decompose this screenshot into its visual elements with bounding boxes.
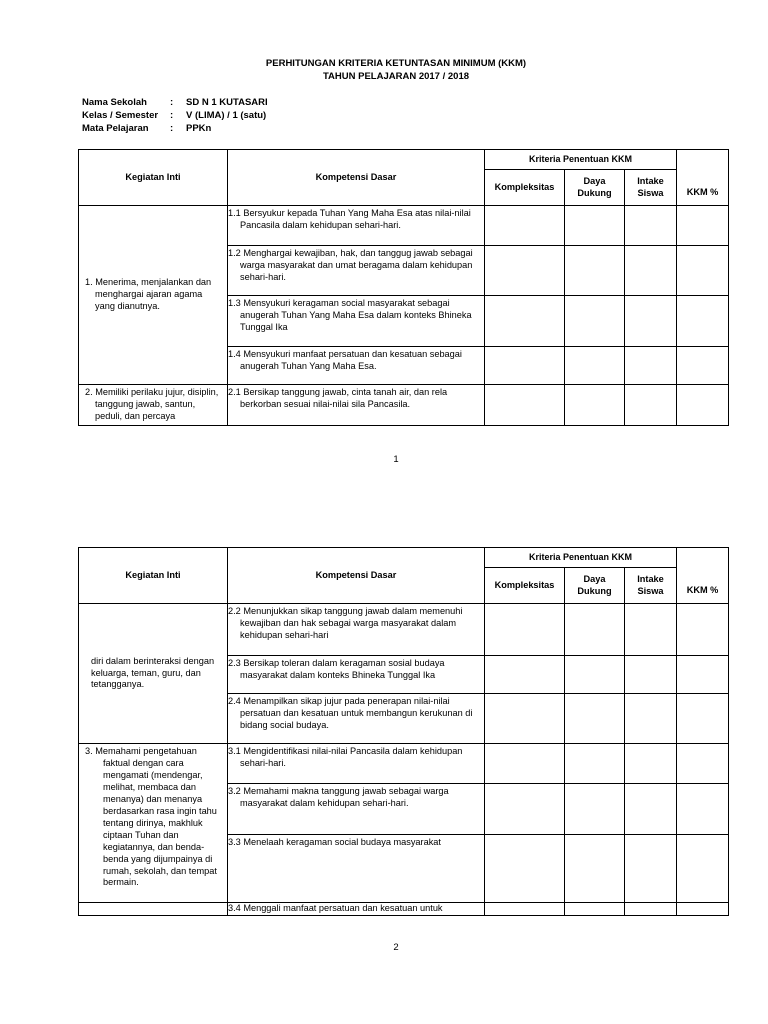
- kd-text: 3.2 Memahami makna tanggung jawab sebagai warga masyarakat dalam kehidupan sehari-hari.: [228, 786, 449, 808]
- document-subtitle: TAHUN PELAJARAN 2017 / 2018: [322, 71, 470, 82]
- intake-cell: [625, 656, 677, 694]
- kkm-cell: [677, 296, 729, 347]
- intake-cell: [625, 835, 677, 903]
- ki-text: 3. Memahami pengetahuan faktual dengan cara mengamati (mendengar, melihat, membaca dan menanya) dan menanya berdasarkan rasa ingin tahu tentang dirinya, makhluk ciptaan Tuhan dan kegiatannya, dan benda-benda yang dijumpainya di rumah, sekolah, dan tempat bermain.: [85, 746, 217, 888]
- header-kompetensi-dasar: Kompetensi Dasar: [228, 150, 485, 206]
- daya-dukung-cell: [565, 784, 625, 835]
- intake-cell: [625, 385, 677, 426]
- ki-text: 1. Menerima, menjalankan dan menghargai ajaran agama yang dianutnya.: [85, 277, 212, 311]
- header-kkm: KKM %: [677, 150, 729, 206]
- kompleksitas-cell: [485, 903, 565, 916]
- kd-text: 2.4 Menampilkan sikap jujur pada penerapan nilai-nilai persatuan dan kesatuan untuk membangun kerukunan di bidang social budaya.: [228, 696, 473, 730]
- kd-text: 2.1 Bersikap tanggung jawab, cinta tanah air, dan rela berkorban sesuai nilai-nilai sila Pancasila.: [228, 387, 448, 409]
- daya-dukung-cell: [565, 206, 625, 246]
- kegiatan-inti-empty: [79, 903, 228, 916]
- daya-dukung-cell: [565, 246, 625, 296]
- kegiatan-inti-2-cont: [79, 604, 228, 744]
- intake-cell: [625, 604, 677, 656]
- info-value: PPKn: [186, 123, 212, 134]
- info-label: Mata Pelajaran: [82, 123, 149, 134]
- kd-cell: [228, 246, 485, 296]
- info-colon: :: [170, 97, 174, 108]
- kkm-cell: [677, 903, 729, 916]
- kd-text: 1.3 Mensyukuri keragaman social masyarakat sebagai anugerah Tuhan Yang Maha Esa dalam konteks Bhineka Tunggal Ika: [228, 298, 472, 332]
- kkm-cell: [677, 347, 729, 385]
- kkm-cell: [677, 656, 729, 694]
- kompleksitas-cell: [485, 656, 565, 694]
- daya-dukung-cell: [565, 744, 625, 784]
- intake-cell: [625, 744, 677, 784]
- kompleksitas-cell: [485, 744, 565, 784]
- kkm-cell: [677, 784, 729, 835]
- kompleksitas-cell: [485, 246, 565, 296]
- kd-cell: [228, 296, 485, 347]
- intake-cell: [625, 296, 677, 347]
- info-value: SD N 1 KUTASARI: [186, 97, 268, 108]
- kompleksitas-cell: [485, 385, 565, 426]
- kegiatan-inti-2: [79, 385, 228, 426]
- daya-dukung-cell: [565, 903, 625, 916]
- kompleksitas-cell: [485, 347, 565, 385]
- kd-cell: [228, 784, 485, 835]
- daya-dukung-cell: [565, 604, 625, 656]
- header-daya-dukung: Daya Dukung: [565, 568, 625, 604]
- kompleksitas-cell: [485, 296, 565, 347]
- header-daya-dukung: Daya Dukung: [565, 170, 625, 206]
- daya-dukung-cell: [565, 656, 625, 694]
- kd-cell: [228, 744, 485, 784]
- kkm-table-page2: [78, 547, 729, 916]
- kompleksitas-cell: [485, 206, 565, 246]
- intake-cell: [625, 206, 677, 246]
- kd-cell: [228, 347, 485, 385]
- daya-dukung-cell: [565, 347, 625, 385]
- document-title: PERHITUNGAN KRITERIA KETUNTASAN MINIMUM (KKM): [265, 58, 527, 69]
- kkm-cell: [677, 385, 729, 426]
- info-colon: :: [170, 110, 174, 121]
- info-label: Nama Sekolah: [82, 97, 147, 108]
- kkm-cell: [677, 206, 729, 246]
- kkm-cell: [677, 744, 729, 784]
- daya-dukung-cell: [565, 835, 625, 903]
- header-kkm: KKM %: [677, 548, 729, 604]
- kompleksitas-cell: [485, 784, 565, 835]
- ki-text: 2. Memiliki perilaku jujur, disiplin, tanggung jawab, santun, peduli, dan percaya: [85, 387, 219, 421]
- kd-text: 3.1 Mengidentifikasi nilai-nilai Pancasila dalam kehidupan sehari-hari.: [228, 746, 463, 768]
- daya-dukung-cell: [565, 296, 625, 347]
- kd-cell: [228, 385, 485, 426]
- info-row-school: [82, 97, 268, 110]
- kd-text: 1.4 Mensyukuri manfaat persatuan dan kesatuan sebagai anugerah Tuhan Yang Maha Esa.: [228, 349, 462, 371]
- page-number: 2: [393, 942, 399, 953]
- header-kriteria: Kriteria Penentuan KKM: [485, 150, 677, 170]
- daya-dukung-cell: [565, 385, 625, 426]
- info-row-class: [82, 110, 268, 123]
- daya-dukung-cell: [565, 694, 625, 744]
- kkm-cell: [677, 694, 729, 744]
- info-label: Kelas / Semester: [82, 110, 159, 121]
- header-kompetensi-dasar: Kompetensi Dasar: [228, 548, 485, 604]
- intake-cell: [625, 246, 677, 296]
- kd-text: 2.2 Menunjukkan sikap tanggung jawab dalam memenuhi kewajiban dan hak sebagai warga masyarakat dalam kehidupan sehari-hari: [228, 606, 463, 640]
- kompleksitas-cell: [485, 694, 565, 744]
- kegiatan-inti-1: [79, 206, 228, 385]
- kd-cell: [228, 694, 485, 744]
- kd-text: 3.4 Menggali manfaat persatuan dan kesatuan untuk: [228, 903, 443, 913]
- header-intake-siswa: Intake Siswa: [625, 170, 677, 206]
- kd-cell: [228, 206, 485, 246]
- kd-cell: [228, 656, 485, 694]
- kompleksitas-cell: [485, 835, 565, 903]
- ki-text: diri dalam berinteraksi dengan keluarga, teman, guru, dan tetangganya.: [91, 655, 215, 690]
- header-kompleksitas: Kompleksitas: [485, 170, 565, 206]
- kegiatan-inti-3: [79, 744, 228, 903]
- header-kompleksitas: Kompleksitas: [485, 568, 565, 604]
- header-kegiatan-inti: Kegiatan Inti: [79, 150, 228, 206]
- kkm-cell: [677, 246, 729, 296]
- info-value: V (LIMA) / 1 (satu): [186, 110, 267, 121]
- kd-cell: [228, 835, 485, 903]
- kd-cell: [228, 903, 485, 916]
- header-kriteria: Kriteria Penentuan KKM: [485, 548, 677, 568]
- kompleksitas-cell: [485, 604, 565, 656]
- intake-cell: [625, 784, 677, 835]
- kd-text: 3.3 Menelaah keragaman social budaya masyarakat: [228, 837, 441, 847]
- school-info: [82, 97, 268, 136]
- info-colon: :: [170, 123, 174, 134]
- intake-cell: [625, 694, 677, 744]
- kkm-cell: [677, 604, 729, 656]
- kd-text: 2.3 Bersikap toleran dalam keragaman sosial budaya masyarakat dalam konteks Bhineka Tunggal Ika: [228, 658, 445, 680]
- header-kegiatan-inti: Kegiatan Inti: [79, 548, 228, 604]
- info-row-subject: [82, 123, 268, 136]
- intake-cell: [625, 903, 677, 916]
- kkm-cell: [677, 835, 729, 903]
- kd-text: 1.2 Menghargai kewajiban, hak, dan tanggug jawab sebagai warga masyarakat dan umat beragama dalam kehidupan sehari-hari.: [228, 248, 473, 282]
- kkm-table-page1: [78, 149, 729, 426]
- kd-cell: [228, 604, 485, 656]
- intake-cell: [625, 347, 677, 385]
- kd-text: 1.1 Bersyukur kepada Tuhan Yang Maha Esa atas nilai-nilai Pancasila dalam kehidupan sehari-hari.: [228, 208, 471, 230]
- header-intake-siswa: Intake Siswa: [625, 568, 677, 604]
- page-number: 1: [393, 454, 399, 465]
